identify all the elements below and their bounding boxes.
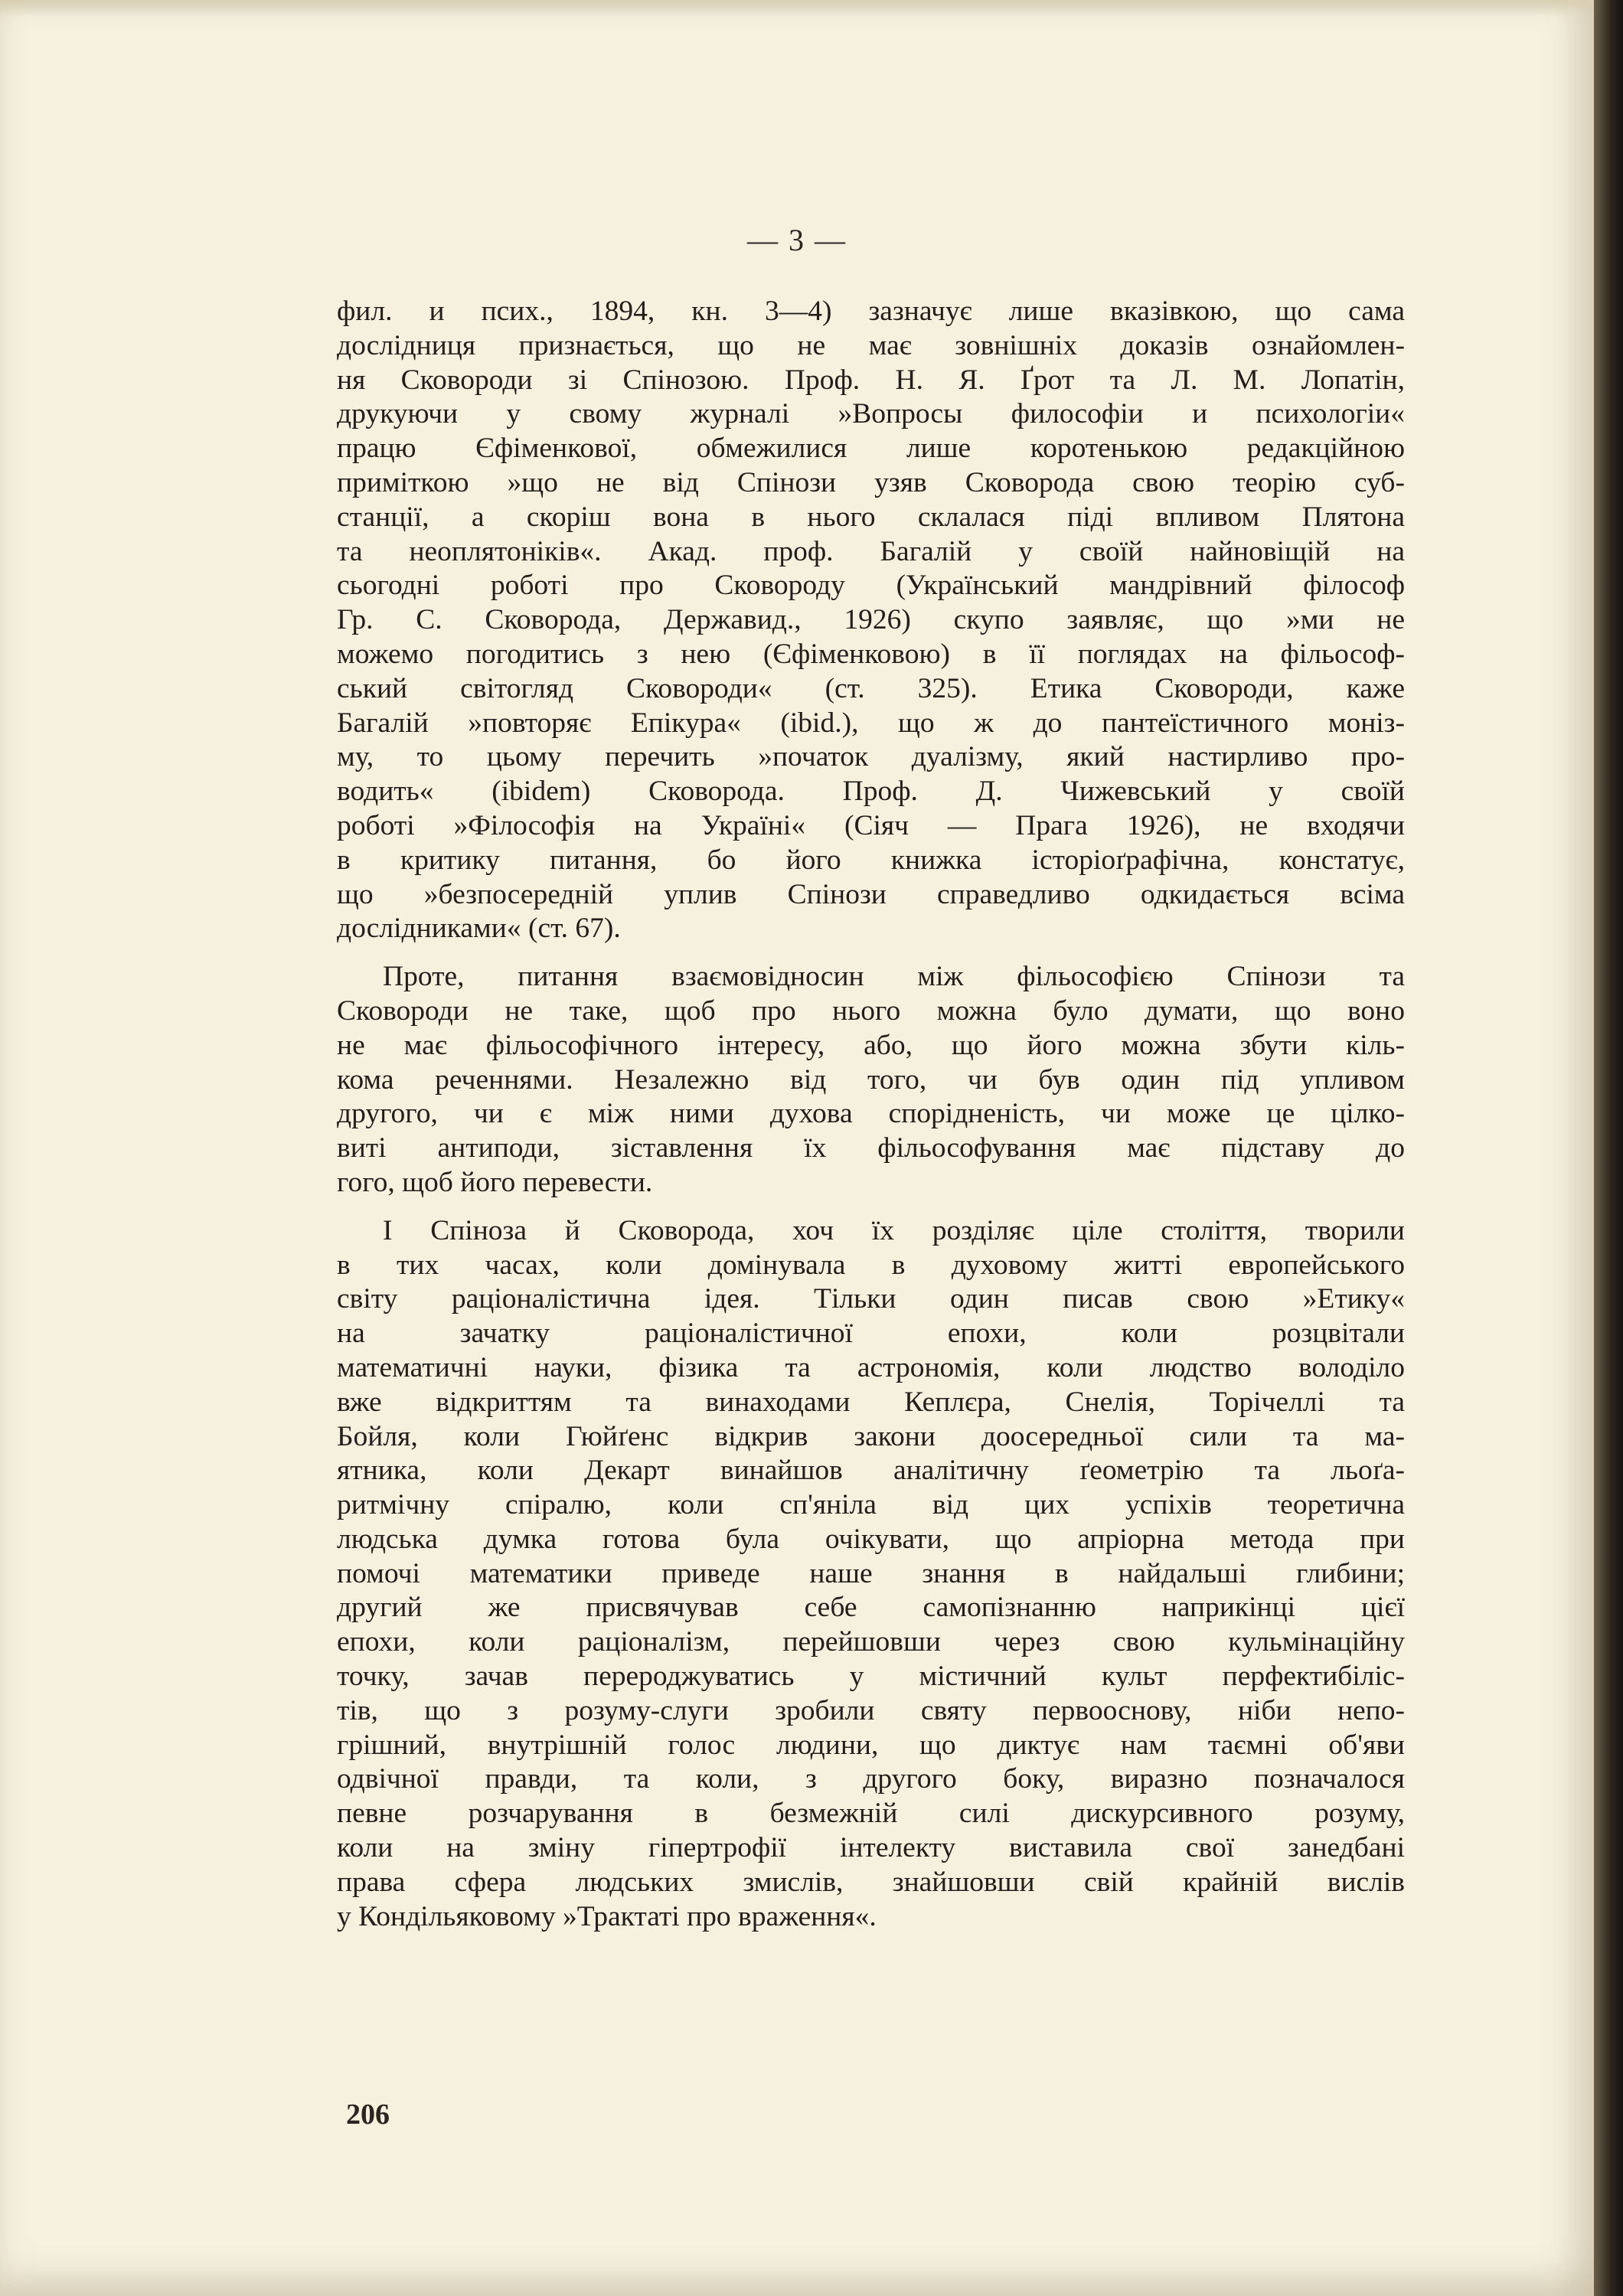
text-line: Проте, питання взаємовідносин між фільософією Спінози та (383, 961, 1405, 993)
text-line: людська думка готова була очікувати, що апріорна метода при (337, 1523, 1405, 1555)
text-line: дослідниками« (ст. 67). (337, 913, 621, 945)
text-line: сьогодні роботі про Сковороду (Український мандрівний філософ (337, 570, 1405, 602)
text-line: кома реченнями. Незалежно від того, чи був один під упливом (337, 1063, 1405, 1096)
text-line: Гр. С. Сковорода, Державид., 1926) скупо заявляє, що »ми не (337, 604, 1405, 636)
text-line: ня Сковороди зі Спінозою. Проф. Н. Я. Ґрот та Л. М. Лопатін, (337, 364, 1405, 396)
text-line: ський світогляд Сковороди« (ст. 325). Етика Сковороди, каже (337, 672, 1405, 704)
text-line: другий же присвячував себе самопізнанню наприкінці цієї (337, 1592, 1405, 1624)
text-line: працю Єфіменкової, обмежилися лише коротенькою редакційною (337, 433, 1405, 465)
text-line: не має фільософічного інтересу, або, що його можна збути кіль- (337, 1029, 1405, 1061)
text-line: му, то цьому перечить »початок дуалізму, який настирливо про- (337, 741, 1405, 773)
text-line: І Спіноза й Сковорода, хоч їх розділяє ціле століття, творили (383, 1214, 1405, 1246)
text-line: дослідниця признається, що не має зовнішніх доказів ознайомлен- (337, 329, 1405, 361)
text-line: помочі математики приведе наше знання в найдальші глибини; (337, 1557, 1405, 1589)
paper-top-edge (0, 0, 1594, 17)
text-line: коли на зміну гіпертрофії інтелекту виставила свої занедбані (337, 1832, 1405, 1864)
body-text (337, 295, 1405, 1948)
text-line: друкуючи у свому журналі »Вопросы философіи и психологіи« (337, 398, 1405, 430)
page-header-number: — 3 — (747, 223, 847, 257)
text-line: ритмічну спіралю, коли сп'яніла від цих успіхів теоретична (337, 1489, 1405, 1521)
text-line: епохи, коли раціоналізм, перейшовши через свою кульмінаційну (337, 1626, 1405, 1658)
text-line: фил. и псих., 1894, кн. 3—4) зазначує лише вказівкою, що сама (337, 296, 1405, 327)
text-line: вже відкриттям та винаходами Кеплєра, Снелія, Торічеллі та (337, 1386, 1405, 1418)
text-line: можемо погодитись з нею (Єфіменковою) в її поглядах на фільософ- (337, 638, 1405, 670)
paragraph-2 (337, 960, 1405, 1200)
text-line: станції, а скоріш вона в нього склалася піді впливом Плятона (337, 501, 1405, 533)
text-line: грішний, внутрішній голос людини, що диктує нам таємні об'яви (337, 1729, 1405, 1761)
text-line: Багалій »повторяє Епікура« (ibid.), що ж до пантеїстичного моніз- (337, 707, 1405, 739)
text-line: та неоплятоніків«. Акад. проф. Багалій у своїй найновіщій на (337, 535, 1405, 567)
paragraph-3 (337, 1214, 1405, 1935)
paragraph-1 (337, 295, 1405, 946)
page-footer-number: 206 (346, 2098, 390, 2131)
text-line: Бойля, коли Гюйґенс відкрив закони доосередньої сили та ма- (337, 1420, 1405, 1452)
text-line: в тих часах, коли домінувала в духовому житті европейського (337, 1249, 1405, 1281)
text-line: точку, зачав перероджуватись у містичний культ перфектибіліс- (337, 1661, 1405, 1693)
text-line: тів, що з розуму-слуги зробили святу первооснову, ніби непо- (337, 1694, 1405, 1726)
text-line: ятника, коли Декарт винайшов аналітичну ґеометрію та льоґа- (337, 1455, 1405, 1487)
book-binding-edge (1594, 0, 1623, 2296)
text-line: виті антиподи, зіставлення їх фільософування має підставу до (337, 1132, 1405, 1164)
text-line: роботі »Філософія на Україні« (Сіяч — Прага 1926), не входячи (337, 809, 1405, 841)
text-line: в критику питання, бо його книжка історіоґрафічна, констатує, (337, 844, 1405, 876)
text-line: права сфера людських змислів, знайшовши свій крайній вислів (337, 1866, 1405, 1898)
text-line: другого, чи є між ними духова спорідненість, чи може це цілко- (337, 1098, 1405, 1130)
text-line: водить« (ibidem) Сковорода. Проф. Д. Чижевський у своїй (337, 776, 1405, 808)
text-line: приміткою »що не від Спінози узяв Сковорода свою теорію суб- (337, 466, 1405, 498)
text-line: гого, щоб його перевести. (337, 1166, 653, 1198)
text-line: певне розчарування в безмежній силі дискурсивного розуму, (337, 1798, 1405, 1830)
text-line: Сковороди не таке, щоб про нього можна було думати, що воно (337, 994, 1405, 1027)
text-line: що »безпосередній уплив Спінози справедливо одкидається всіма (337, 878, 1405, 910)
text-line: світу раціоналістична ідея. Тільки один писав свою »Етику« (337, 1283, 1405, 1315)
text-line: на зачатку раціоналістичної епохи, коли розцвітали (337, 1318, 1405, 1350)
text-line: у Кондільяковому »Трактаті про враження«. (337, 1900, 877, 1932)
text-line: математичні науки, фізика та астрономія, коли людство володіло (337, 1351, 1405, 1383)
text-line: одвічної правди, та коли, з другого боку, виразно позначалося (337, 1763, 1405, 1795)
